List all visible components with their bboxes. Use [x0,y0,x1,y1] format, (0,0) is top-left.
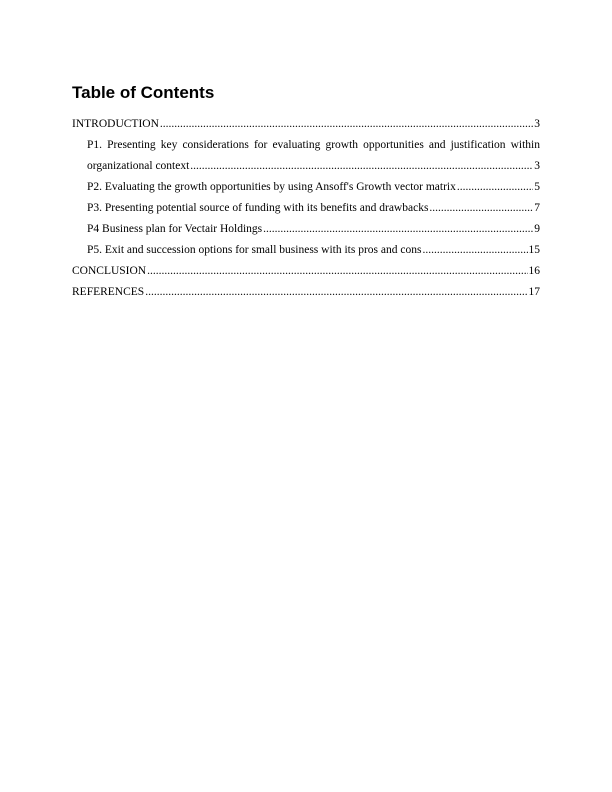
toc-page-number: 7 [534,202,540,214]
toc-dot-leader [160,114,533,135]
toc-entry-label-line2: organizational context [87,160,190,172]
toc-dot-leader [457,177,533,198]
toc-entry-label: P3. Presenting potential source of funding with its benefits and drawbacks [87,202,429,214]
toc-entry-label: REFERENCES [72,286,145,298]
toc-entry-label: CONCLUSION [72,265,147,277]
toc-entries [72,114,540,303]
toc-page-number: 3 [534,118,540,130]
toc-entry-label: P5. Exit and succession options for small business with its pros and cons [87,244,422,256]
toc-entry-p3[interactable] [72,198,540,219]
toc-page-number: 17 [528,286,540,298]
table-of-contents [72,82,540,303]
toc-entry-label: P4 Business plan for Vectair Holdings [87,223,263,235]
toc-entry-label: P2. Evaluating the growth opportunities by using Ansoff's Growth vector matrix [87,181,456,193]
toc-entry-p1[interactable] [72,135,540,177]
toc-entry-line2 [87,156,540,177]
toc-entry-references[interactable] [72,282,540,303]
toc-dot-leader [429,198,533,219]
toc-entry-p5[interactable] [72,240,540,261]
toc-entry-conclusion[interactable] [72,261,540,282]
toc-entry-label: INTRODUCTION [72,118,159,130]
toc-entry-p4[interactable] [72,219,540,240]
toc-dot-leader [263,219,533,240]
toc-title: Table of Contents [72,83,215,102]
toc-page-number: 5 [534,181,540,193]
toc-entry-p2[interactable] [72,177,540,198]
toc-dot-leader [190,156,533,177]
toc-dot-leader [147,261,527,282]
toc-page-number: 16 [528,265,540,277]
toc-entry-introduction[interactable] [72,114,540,135]
toc-entry-label-line1: P1. Presenting key considerations for evaluating growth opportunities and justification within [87,139,540,151]
toc-page-number: 3 [534,160,540,172]
toc-dot-leader [422,240,527,261]
toc-page-number: 9 [534,223,540,235]
toc-page-number: 15 [528,244,540,256]
toc-dot-leader [145,282,527,303]
